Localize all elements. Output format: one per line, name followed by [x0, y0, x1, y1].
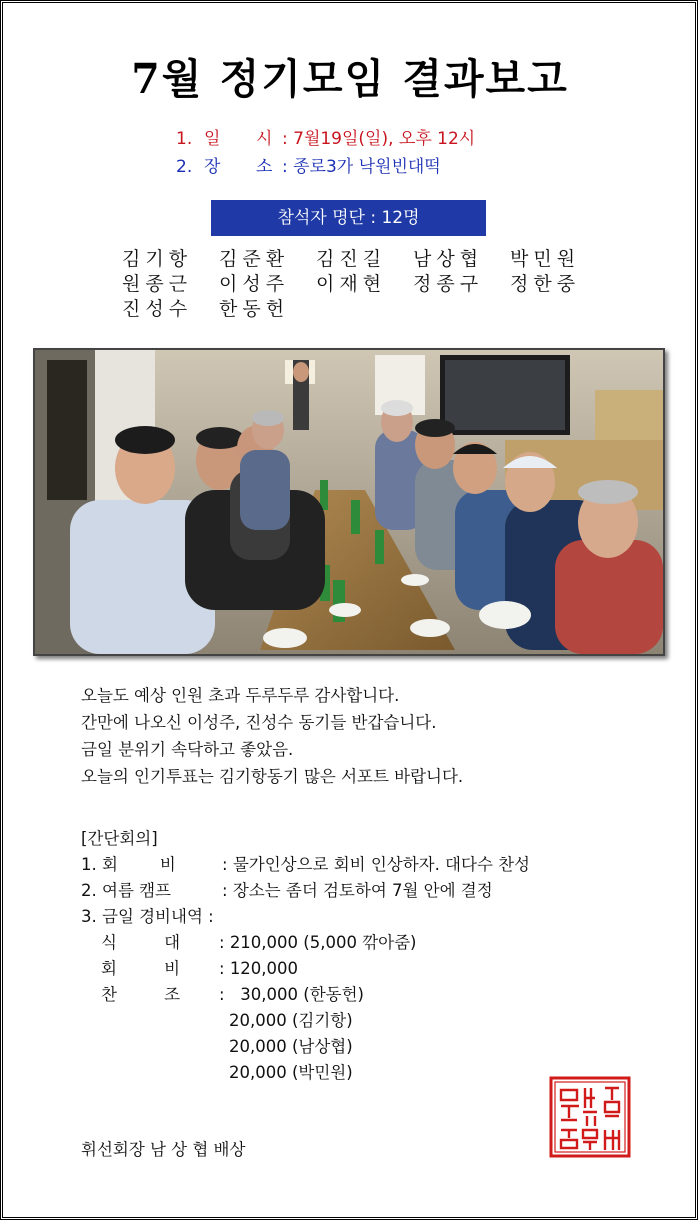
info-key-first: 일 — [204, 129, 221, 149]
info-key-second: 소 — [256, 157, 273, 177]
item-key-second: 비 — [159, 855, 176, 874]
attendee-name: 한동헌 — [219, 298, 290, 320]
expense-key-second: 대 — [164, 933, 181, 952]
meeting-header: [간단회의] — [81, 829, 158, 848]
attendee-name: 이재현 — [316, 273, 387, 295]
item-key: 여름 캠프 — [102, 881, 172, 900]
donation-value: 20,000 (남상협) — [229, 1037, 353, 1056]
red-name-seal-icon — [549, 1076, 631, 1158]
attendee-name: 이성주 — [219, 273, 290, 295]
attendee-name: 김기항 — [122, 248, 193, 270]
expense-key-first: 회 — [101, 959, 117, 978]
item-key: 금일 경비내역 : — [102, 907, 214, 926]
meeting-section — [81, 826, 530, 1086]
attendee-name: 진성수 — [122, 298, 193, 320]
message-line: 오늘의 인기투표는 김기항동기 많은 서포트 바랍니다. — [81, 767, 464, 786]
page-title: 7월 정기모임 결과보고 — [131, 55, 569, 103]
expense-key — [101, 956, 219, 982]
expense-row: 찬 조 : 30,000 (한동헌) — [81, 982, 530, 1008]
donation-value: 20,000 (김기항) — [229, 1011, 353, 1030]
expense-key — [101, 930, 219, 956]
info-date — [176, 124, 475, 149]
expense-row: 식 대 : 210,000 (5,000 깎아줌) — [81, 930, 530, 956]
attendee-name: 남상협 — [413, 248, 484, 270]
message-block — [81, 682, 463, 790]
expense-key — [101, 982, 219, 1008]
expense-value: 30,000 (한동헌) — [240, 985, 364, 1004]
info-value: : 7월19일(일), 오후 12시 — [282, 129, 476, 149]
expense-key-first: 찬 — [101, 985, 117, 1004]
item-value: 장소는 좀더 검토하여 7월 안에 결정 — [232, 881, 493, 900]
expense-key-first: 식 — [101, 933, 117, 952]
group-photo-illustration — [35, 350, 663, 654]
meeting-item: 1. 회 비 : 물가인상으로 회비 인상하자. 대다수 찬성 — [81, 852, 530, 878]
expense-key-second: 비 — [164, 959, 181, 978]
group-photo — [33, 348, 665, 656]
donation-value: 20,000 (박민원) — [229, 1063, 353, 1082]
donation-row — [81, 1008, 530, 1034]
attendee-count-banner: 참석자 명단 : 12명 — [211, 200, 486, 236]
signoff: 휘선회장 남 상 협 배상 — [81, 1140, 246, 1159]
item-number: 2. — [81, 881, 97, 900]
info-place — [176, 152, 441, 177]
donation-row — [81, 1034, 530, 1060]
info-key-second: 시 — [256, 129, 273, 149]
attendee-row — [122, 272, 607, 297]
item-key-first: 회 — [102, 855, 118, 874]
attendee-name: 박민원 — [510, 248, 581, 270]
attendee-name: 정종구 — [413, 273, 484, 295]
message-line: 금일 분위기 속닥하고 좋았음. — [81, 740, 294, 759]
item-key — [102, 852, 222, 878]
attendee-name: 정한중 — [510, 273, 581, 295]
info-number: 1. — [176, 129, 193, 149]
meeting-item: 2. 여름 캠프 : 장소는 좀더 검토하여 7월 안에 결정 — [81, 878, 530, 904]
expense-value: 210,000 (5,000 깎아줌) — [229, 933, 417, 952]
attendee-name: 원종근 — [122, 273, 193, 295]
attendee-name: 김진길 — [316, 248, 387, 270]
message-line: 간만에 나오신 이성주, 진성수 동기들 반갑습니다. — [81, 713, 437, 732]
attendee-list — [122, 247, 607, 322]
info-key-first: 장 — [204, 157, 221, 177]
attendee-name: 김준환 — [219, 248, 290, 270]
attendee-row — [122, 247, 607, 272]
info-number: 2. — [176, 157, 193, 177]
message-line: 오늘도 예상 인원 초과 두루두루 감사합니다. — [81, 686, 400, 705]
info-value: : 종로3가 낙원빈대떡 — [282, 157, 441, 177]
donation-row — [81, 1060, 530, 1086]
item-value: 물가인상으로 회비 인상하자. 대다수 찬성 — [232, 855, 530, 874]
attendee-row — [122, 297, 607, 322]
meeting-item — [81, 904, 530, 930]
item-number: 1. — [81, 855, 97, 874]
item-number: 3. — [81, 907, 97, 926]
expense-key-second: 조 — [164, 985, 181, 1004]
expense-row: 회 비 : 120,000 — [81, 956, 530, 982]
expense-value: 120,000 — [229, 959, 299, 978]
